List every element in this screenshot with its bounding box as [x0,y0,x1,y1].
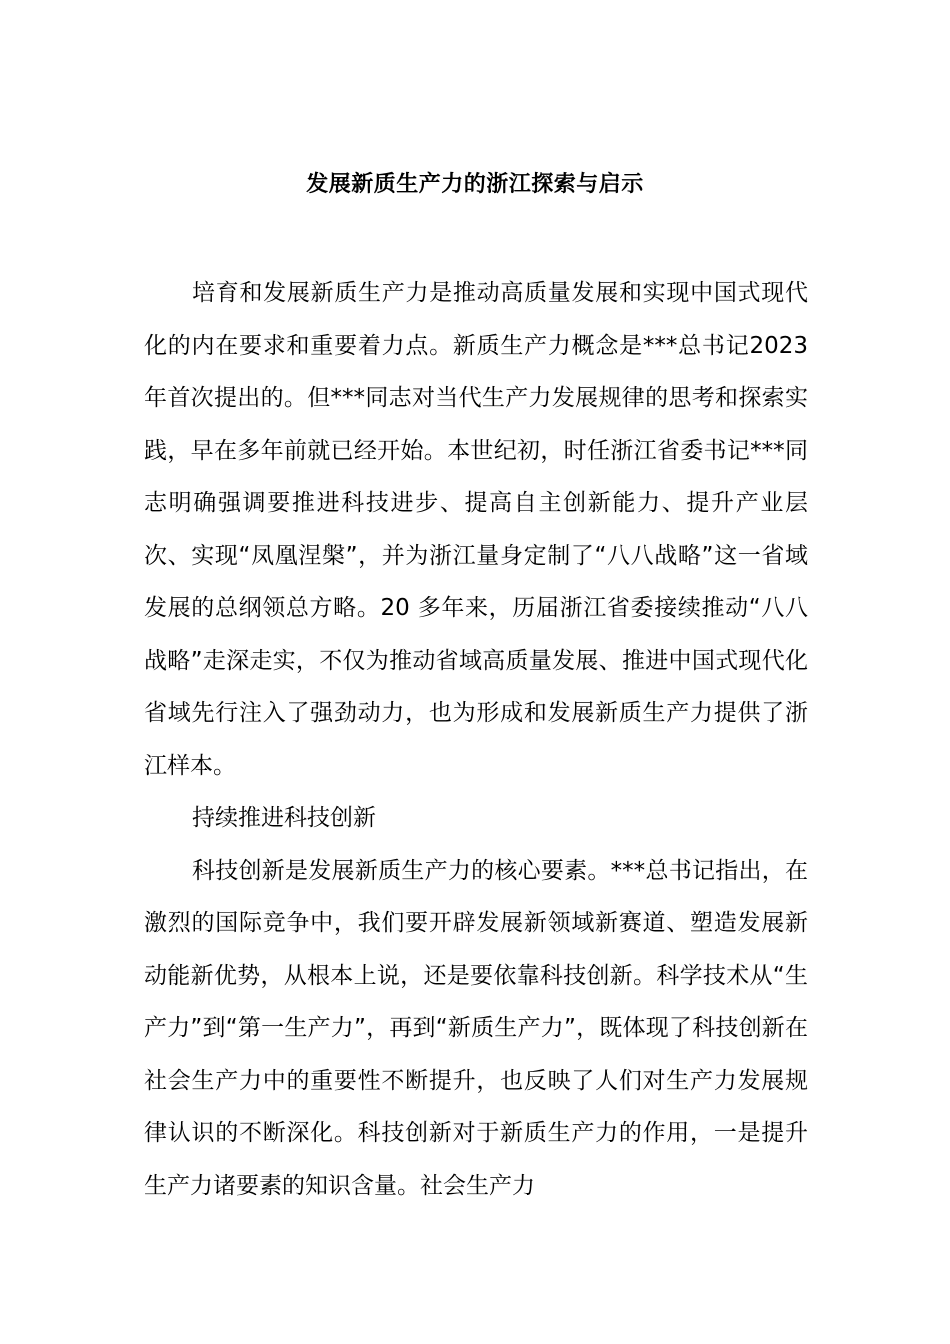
section-heading: 持续推进科技创新 [192,805,376,831]
document-body [144,267,808,1212]
document-title: 发展新质生产力的浙江探索与启示 [306,172,644,197]
paragraph-science-tech: 科技创新是发展新质生产力的核心要素。***总书记指出，在激烈的国际竞争中，我们要开辟发展新领域新赛道、塑造发展新动能新优势，从根本上说，还是要依靠科技创新。科学技术从“生产力”到“第一生产力”，再到“新质生产力”，既体现了科技创新在社会生产力中的重要性不断提升，也反映了人们对生产力发展规律认识的不断深化。科技创新对于新质生产力的作用，一是提升生产力诸要素的知识含量。社会生产力 [144,857,808,1199]
paragraph-intro: 培育和发展新质生产力是推动高质量发展和实现中国式现代化的内在要求和重要着力点。新质生产力概念是***总书记2023 年首次提出的。但***同志对当代生产力发展规律的思考和探索实践，早在多年前就已经开始。本世纪初，时任浙江省委书记***同志明确强调要推进科技进步、提高自主创新能力、提升产业层次、实现“凤凰涅槃”，并为浙江量身定制了“八八战略”这一省域发展的总纲领总方略。20 多年来，历届浙江省委接续推动“八八战略”走深走实，不仅为推动省域高质量发展、推进中国式现代化省域先行注入了强劲动力，也为形成和发展新质生产力提供了浙江样本。 [144,280,808,779]
